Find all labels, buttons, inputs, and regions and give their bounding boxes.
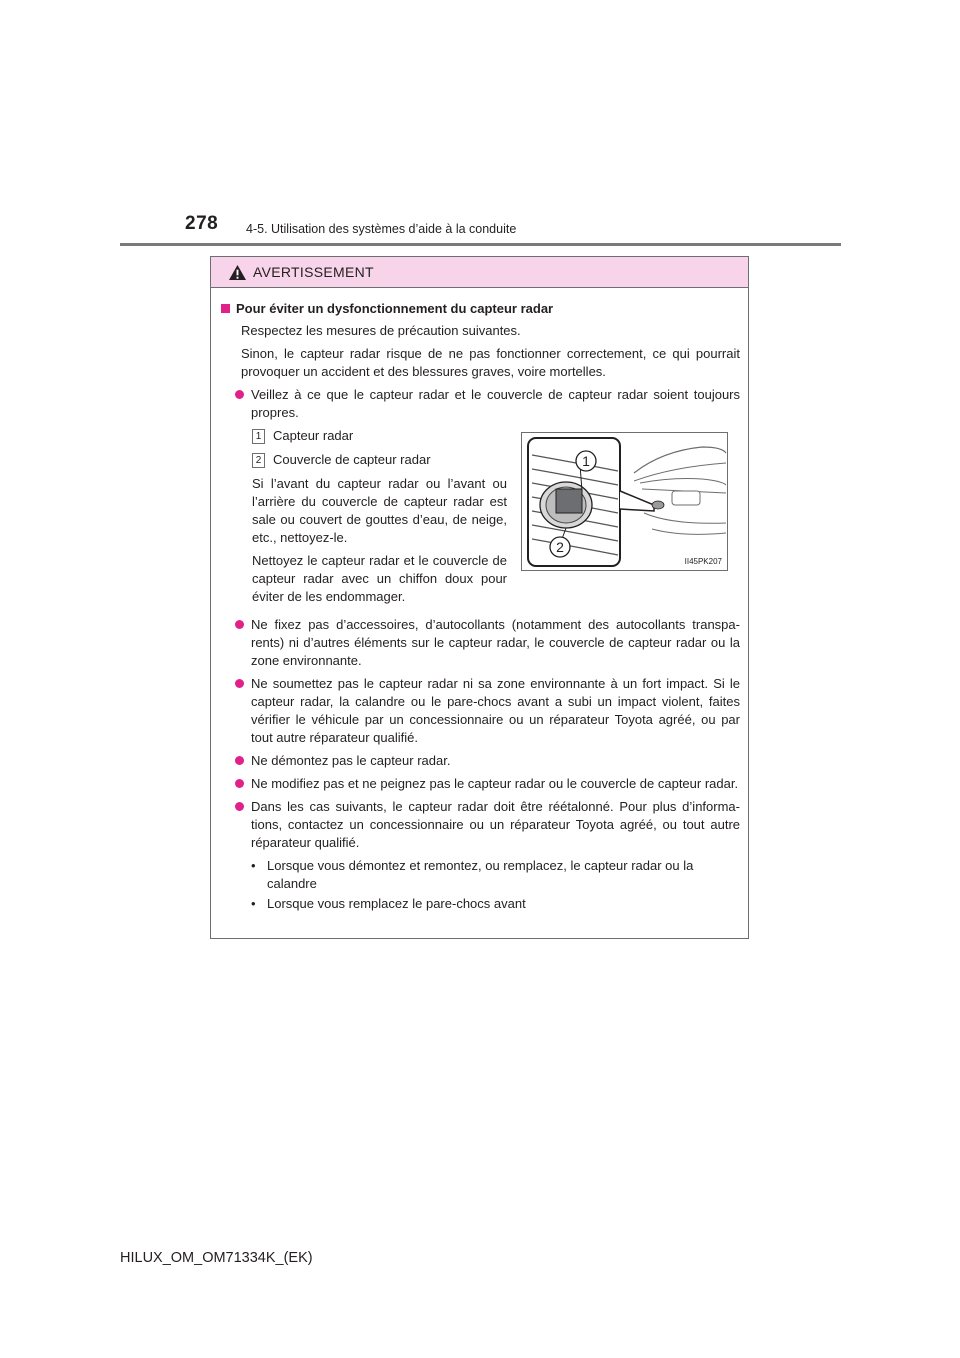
warning-heading-text: Pour éviter un dysfonctionnement du capteur radar — [236, 301, 554, 316]
warning-box — [210, 256, 749, 939]
figure-paragraph-2: Nettoyez le capteur radar et le couvercle de capteur radar avec un chiffon doux pour éviter de les endommager. — [252, 553, 507, 604]
warning-body — [211, 288, 748, 913]
sub-bullet-mark: • — [251, 858, 256, 873]
legend-number: 2 — [252, 453, 265, 468]
section-title: 4-5. Utilisation des systèmes d’aide à la conduite — [246, 222, 517, 236]
round-bullet-icon — [235, 779, 244, 788]
bullet-item — [235, 616, 740, 670]
bullet-text: Ne soumettez pas le capteur radar ni sa zone environnante à un fort impact. Si le capteur radar, la calandre ou le pare-chocs avant a subi un impact violent, faites vérifier le véhicule par un concessionnaire ou un réparateur Toyota agréé, ou par tout autre réparateur qualifié. — [251, 676, 740, 745]
bullet-text: Dans les cas suivants, le capteur radar doit être réétalonné. Pour plus d’informations, contactez un concessionnaire ou un réparateur Toyota agréé, ou tout autre réparateur qualifié. — [251, 799, 740, 850]
figure-row — [252, 427, 740, 611]
sub-bullet-text: Lorsque vous remplacez le pare-chocs avant — [267, 896, 526, 911]
legend-item — [252, 427, 507, 445]
sub-bullet-item — [251, 895, 740, 913]
bullet-text: Ne modifiez pas et ne peignez pas le capteur radar ou le couvercle de capteur radar. — [251, 776, 739, 791]
warning-heading — [221, 300, 740, 318]
figure-callout-1: 1 — [582, 453, 590, 469]
figure-callout-2: 2 — [556, 539, 564, 555]
bullet-text: Veillez à ce que le capteur radar et le couvercle de capteur radar soient toujours propres. — [251, 387, 740, 420]
intro-paragraph-1: Respectez les mesures de précaution suivantes. — [241, 323, 521, 338]
square-bullet-icon — [221, 304, 230, 313]
legend-number: 1 — [252, 429, 265, 444]
legend-label: Couvercle de capteur radar — [273, 452, 431, 467]
round-bullet-icon — [235, 620, 244, 629]
warning-title: AVERTISSEMENT — [253, 264, 374, 280]
header-rule — [120, 243, 841, 246]
round-bullet-icon — [235, 679, 244, 688]
warning-triangle-icon — [228, 264, 247, 281]
bullet-text: Ne démontez pas le capteur radar. — [251, 753, 451, 768]
round-bullet-icon — [235, 756, 244, 765]
bullet-item — [235, 386, 740, 422]
bullet-item — [235, 675, 740, 747]
sub-bullet-item — [251, 857, 740, 893]
round-bullet-icon — [235, 390, 244, 399]
figure-text — [252, 427, 507, 611]
figure-paragraph-1: Si l’avant du capteur radar ou l’avant ou l’arrière du couvercle de capteur radar est sale ou couvert de gouttes d’eau, de neige, etc., nettoyez-le. — [252, 476, 507, 545]
document-code: HILUX_OM_OM71334K_(EK) — [120, 1250, 313, 1266]
bullet-item — [235, 752, 740, 770]
legend-label: Capteur radar — [273, 428, 354, 443]
legend-item — [252, 451, 507, 469]
bullet-text: Ne fixez pas d’accessoires, d’autocollants (notamment des autocollants transparents) ni d’autres éléments sur le capteur radar, le couvercle de capteur radar ou la zone environnante. — [251, 617, 740, 668]
radar-sensor-illustration — [521, 432, 728, 571]
intro-paragraph-2: Sinon, le capteur radar risque de ne pas fonctionner correctement, ce qui pourrait provoquer un accident et des blessures graves, voire mortelles. — [241, 346, 740, 379]
figure-code: II45PK207 — [684, 557, 722, 566]
page-number: 278 — [185, 213, 219, 234]
round-bullet-icon — [235, 802, 244, 811]
sub-bullet-text: Lorsque vous démontez et remontez, ou remplacez, le capteur radar ou la calandre — [267, 858, 694, 891]
sub-bullet-mark: • — [251, 896, 256, 911]
bullet-item — [235, 775, 740, 793]
warning-header — [211, 257, 748, 288]
bullet-item — [235, 798, 740, 852]
car-front-drawing — [522, 433, 727, 570]
